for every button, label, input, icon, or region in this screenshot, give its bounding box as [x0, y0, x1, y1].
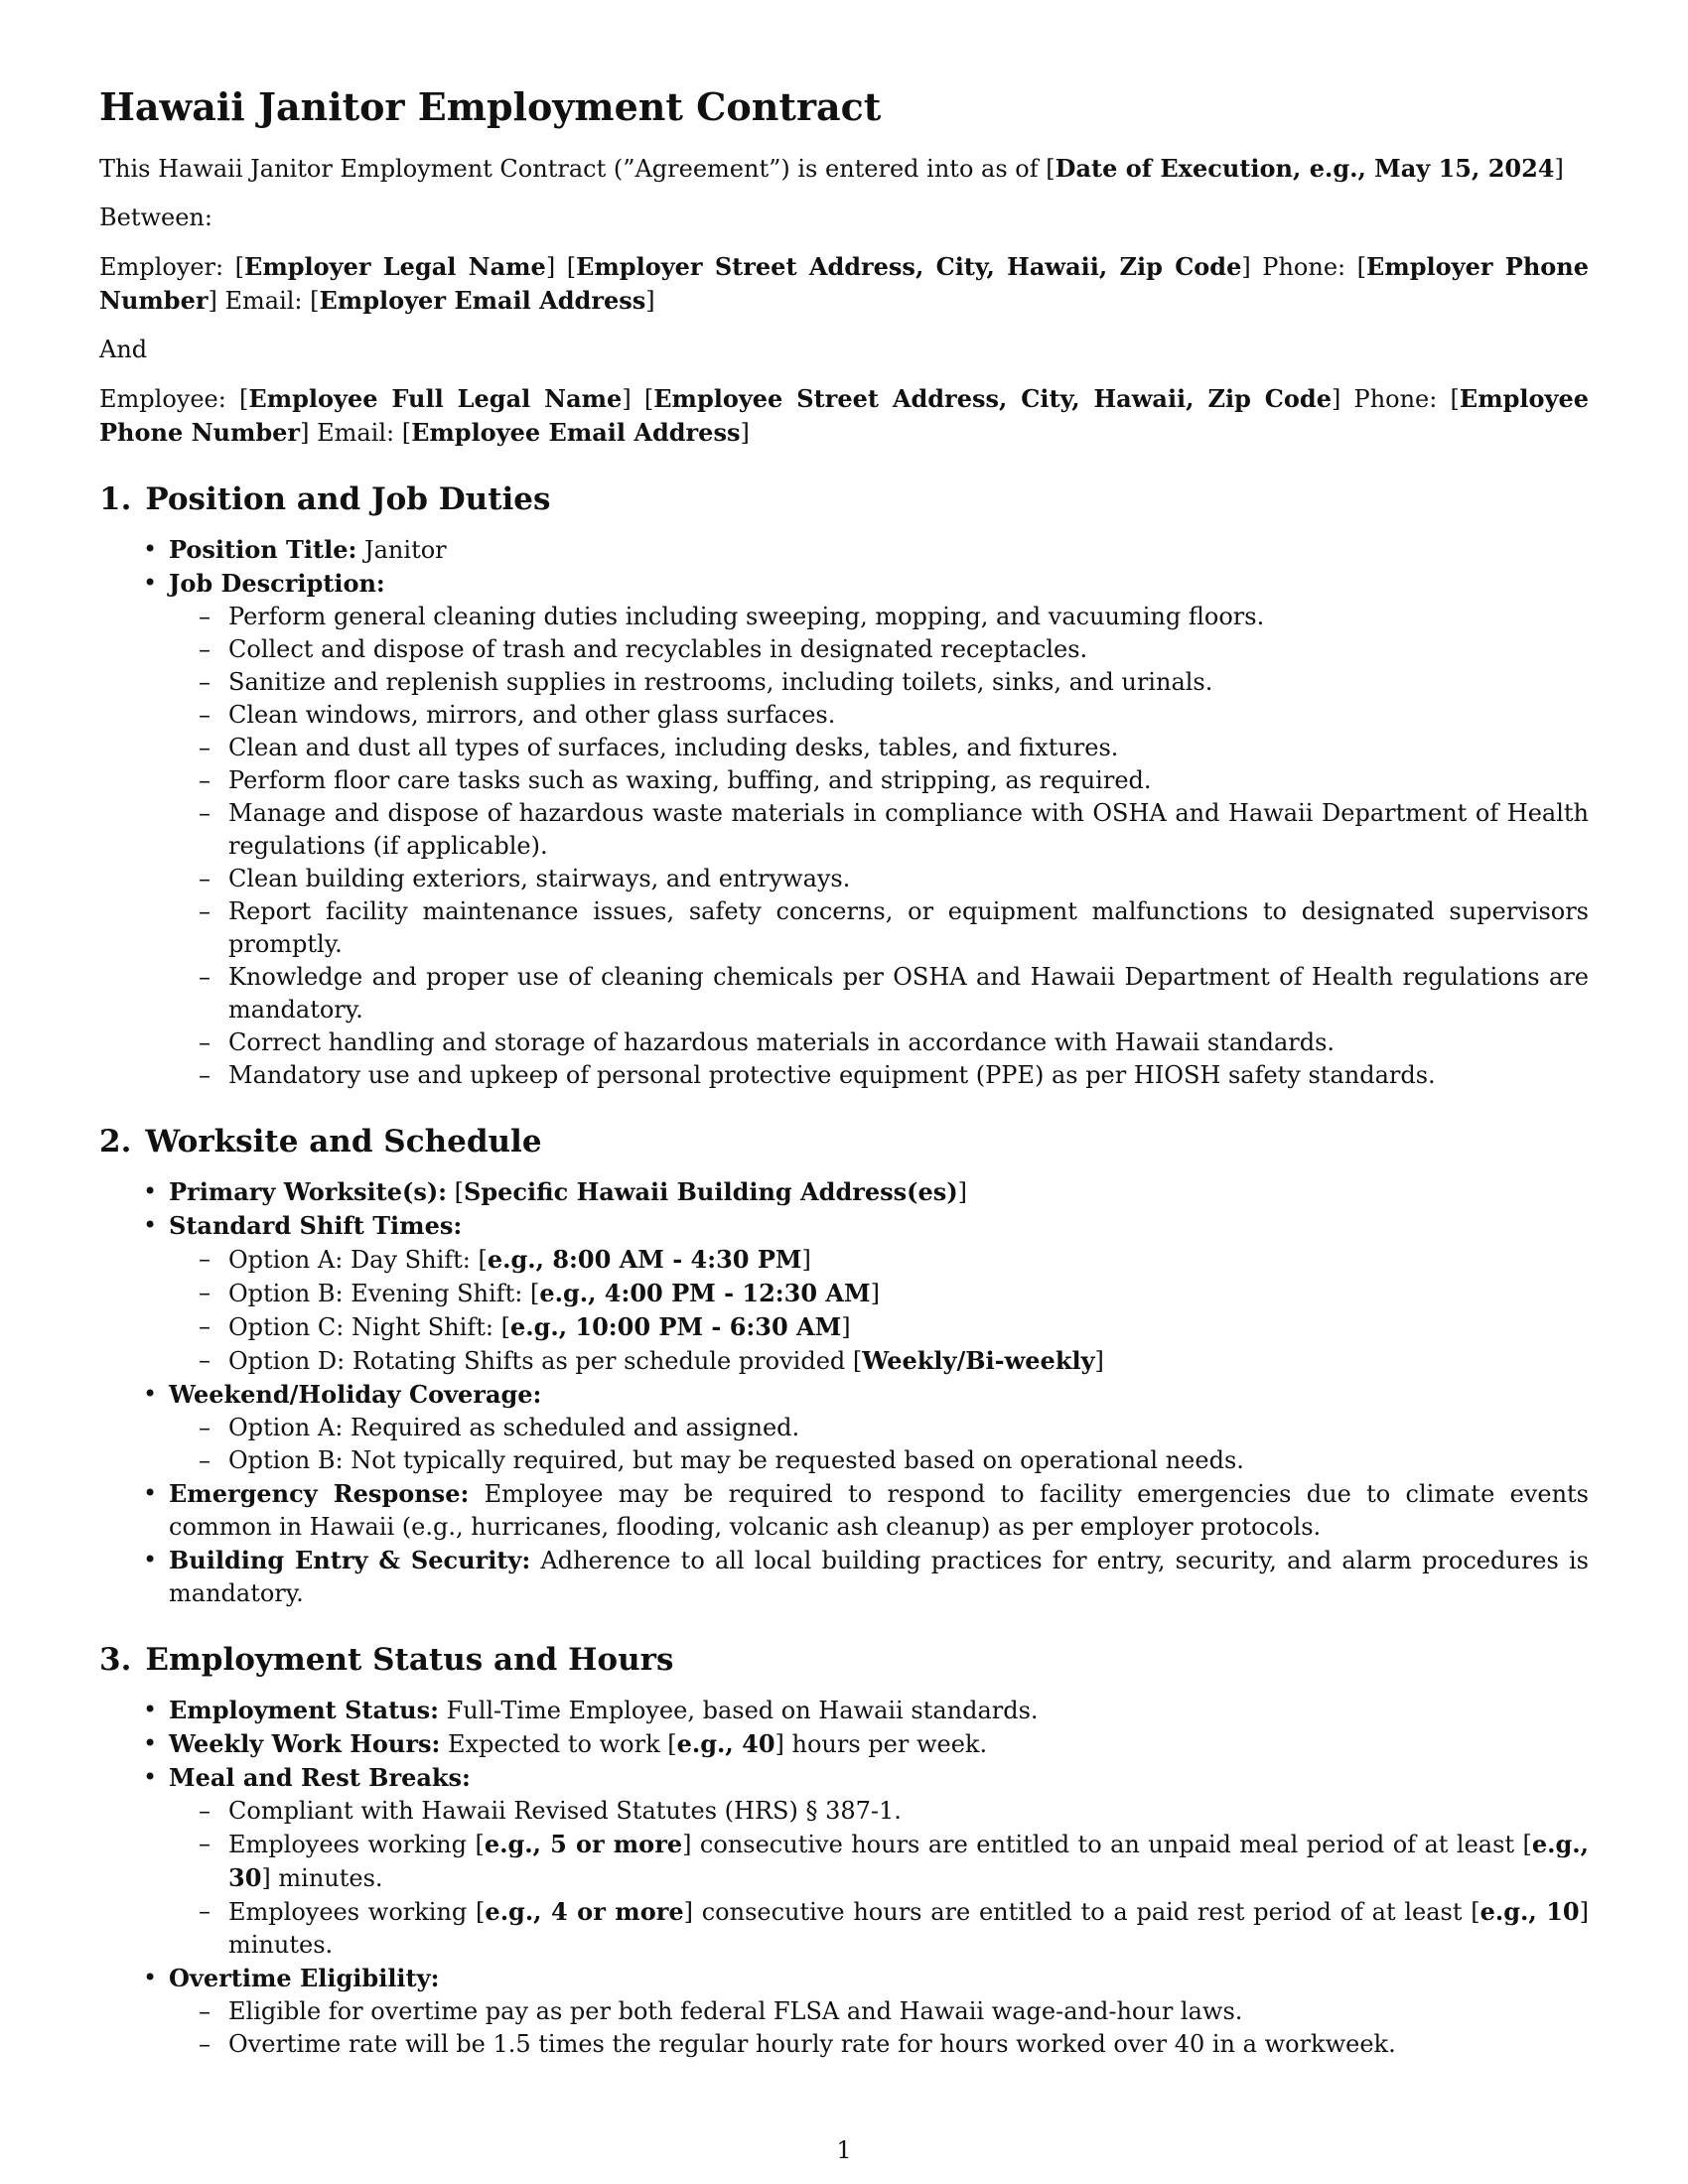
list-item: • Primary Worksite(s): [Specific Hawaii Building Address(es)] — [169, 1175, 1589, 1209]
page-number: 1 — [836, 2136, 852, 2164]
employee-block: Employee: [Employee Full Legal Name] [Employee Street Address, City, Hawaii, Zip Code] Phone: [Employee Phone Number] Email: [Employee Email Address] — [99, 384, 1589, 447]
section-2-list — [99, 1175, 1589, 1610]
list-item: • Meal and Rest Breaks: – Compliant with Hawaii Revised Statutes (HRS) § 387-1. – Employees working [e.g., 5 or more] consecutive hours are entitled to an unpaid meal period of at least [e.g., 30] minutes. – Employees working [e.g., 4 or more] consecutive hours are entitled to a paid rest period of at least [e.g., 10] minutes. — [169, 1761, 1589, 1962]
shifts-list — [169, 1243, 1589, 1378]
contract-page — [99, 84, 1589, 2061]
weekend-option: – Option A: Required as scheduled and assigned. — [228, 1412, 1589, 1444]
duties-list — [169, 601, 1589, 1092]
duty-item: – Perform general cleaning duties including sweeping, mopping, and vacuuming floors. — [228, 601, 1589, 633]
duty-item: – Correct handling and storage of hazardous materials in accordance with Hawaii standards. — [228, 1026, 1589, 1059]
duty-item: – Perform floor care tasks such as waxing, buffing, and stripping, as required. — [228, 764, 1589, 797]
section-1-list — [99, 533, 1589, 1092]
overtime-item: – Overtime rate will be 1.5 times the regular hourly rate for hours worked over 40 in a workweek. — [228, 2028, 1589, 2061]
overtime-item: – Eligible for overtime pay as per both federal FLSA and Hawaii wage-and-hour laws. — [228, 1995, 1589, 2028]
list-item: • Weekend/Holiday Coverage: – Option A: Required as scheduled and assigned. – Option B: Not typically required, but may be requested based on operational needs. — [169, 1378, 1589, 1477]
list-item: • Emergency Response: Employee may be required to respond to facility emergencies due to climate events common in Hawaii (e.g., hurricanes, flooding, volcanic ash cleanup) as per employer protocols. — [169, 1477, 1589, 1544]
duty-item: – Clean windows, mirrors, and other glass surfaces. — [228, 699, 1589, 732]
list-item: • Building Entry & Security: Adherence to all local building practices for entry, security, and alarm procedures is mandatory. — [169, 1544, 1589, 1610]
break-item: – Employees working [e.g., 4 or more] consecutive hours are entitled to a paid rest period of at least [e.g., 10] minutes. — [228, 1895, 1589, 1962]
duty-item: – Mandatory use and upkeep of personal protective equipment (PPE) as per HIOSH safety standards. — [228, 1059, 1589, 1092]
duty-item: – Collect and dispose of trash and recyclables in designated receptacles. — [228, 633, 1589, 666]
list-item: • Overtime Eligibility: – Eligible for overtime pay as per both federal FLSA and Hawaii wage-and-hour laws. – Overtime rate will be 1.5 times the regular hourly rate for hours worked over 40 in a workweek. — [169, 1962, 1589, 2061]
duty-item: – Clean and dust all types of surfaces, including desks, tables, and fixtures. — [228, 732, 1589, 764]
section-2-heading: 2. Worksite and Schedule — [99, 1124, 542, 1160]
execution-date-placeholder: Date of Execution, e.g., May 15, 2024 — [1055, 154, 1555, 183]
employer-name-placeholder: Employer Legal Name — [244, 252, 546, 281]
overtime-list — [169, 1995, 1589, 2061]
section-3-list — [99, 1694, 1589, 2061]
employee-phone-placeholder: Employee Phone Number — [99, 384, 1589, 447]
shift-item: – Option A: Day Shift: [e.g., 8:00 AM - 4:30 PM] — [228, 1243, 1589, 1277]
employer-block: Employer: [Employer Legal Name] [Employer Street Address, City, Hawaii, Zip Code] Phone: [Employer Phone Number] Email: [Employer Email Address] — [99, 252, 1590, 315]
duty-item: – Clean building exteriors, stairways, and entryways. — [228, 863, 1589, 895]
breaks-list — [169, 1795, 1589, 1962]
duty-item: – Report facility maintenance issues, safety concerns, or equipment malfunctions to designated supervisors promptly. — [228, 895, 1589, 961]
break-item: – Compliant with Hawaii Revised Statutes (HRS) § 387-1. — [228, 1795, 1589, 1828]
break-item: – Employees working [e.g., 5 or more] consecutive hours are entitled to an unpaid meal period of at least [e.g., 30] minutes. — [228, 1828, 1589, 1895]
duty-item: – Knowledge and proper use of cleaning chemicals per OSHA and Hawaii Department of Health regulations are mandatory. — [228, 961, 1589, 1026]
list-item: • Job Description: – Perform general cleaning duties including sweeping, mopping, and vacuuming floors. – Collect and dispose of trash and recyclables in designated receptacles. – Sanitize and replenish supplies in restrooms, including toilets, sinks, and urinals. – Clean windows, mirrors, and other glass surfaces. – Clean and dust all types of surfaces, including desks, tables, and fixtures. – Perform floor care tasks such as waxing, buffing, and stripping, as required. – Manage and dispose of hazardous waste materials in compliance with OSHA and Hawaii Department of Health regulations (if applicable). – Clean building exteriors, stairways, and entryways. – Report facility maintenance issues, safety concerns, or equipment malfunctions to designated supervisors promptly. – Knowledge and proper use of cleaning chemicals per OSHA and Hawaii Department of Health regulations are mandatory. – Correct handling and storage of hazardous materials in accordance with Hawaii standards. – Mandatory use and upkeep of personal protective equipment (PPE) as per HIOSH safety standards. — [169, 567, 1589, 1092]
section-3-heading: 3. Employment Status and Hours — [99, 1642, 674, 1678]
shift-item: – Option C: Night Shift: [e.g., 10:00 PM - 6:30 AM] — [228, 1310, 1589, 1344]
weekend-option: – Option B: Not typically required, but may be requested based on operational needs. — [228, 1444, 1589, 1477]
shift-item: – Option D: Rotating Shifts as per schedule provided [Weekly/Bi-weekly] — [228, 1344, 1589, 1378]
list-item: • Employment Status: Full-Time Employee, based on Hawaii standards. — [169, 1694, 1589, 1727]
list-item: • Weekly Work Hours: Expected to work [e.g., 40] hours per week. — [169, 1727, 1589, 1761]
employee-address-placeholder: Employee Street Address, City, Hawaii, Zip Code — [653, 384, 1332, 413]
list-item: • Position Title: Janitor — [169, 533, 1589, 567]
shift-item: – Option B: Evening Shift: [e.g., 4:00 PM - 12:30 AM] — [228, 1277, 1589, 1310]
list-item: • Standard Shift Times: – Option A: Day Shift: [e.g., 8:00 AM - 4:30 PM] – Option B: Evening Shift: [e.g., 4:00 PM - 12:30 AM] – Option C: Night Shift: [e.g., 10:00 PM - 6:30 AM] – Option D: Rotating Shifts as per schedule provided [Weekly/Bi-weekly] — [169, 1209, 1589, 1378]
employer-address-placeholder: Employer Street Address, City, Hawaii, Zip Code — [576, 252, 1242, 281]
employer-email-placeholder: Employer Email Address — [319, 286, 646, 315]
employer-phone-placeholder: Employer Phone Number — [99, 252, 1590, 315]
section-1-heading: 1. Position and Job Duties — [99, 481, 551, 517]
employee-email-placeholder: Employee Email Address — [411, 418, 741, 447]
weekend-options-list — [169, 1412, 1589, 1477]
employee-name-placeholder: Employee Full Legal Name — [248, 384, 623, 413]
page-title: Hawaii Janitor Employment Contract — [99, 84, 882, 129]
duty-item: – Sanitize and replenish supplies in restrooms, including toilets, sinks, and urinals. — [228, 666, 1589, 699]
intro-paragraph: This Hawaii Janitor Employment Contract (”Agreement”) is entered into as of [Date of Execution, e.g., May 15, 2024] — [99, 154, 1564, 183]
duty-item: – Manage and dispose of hazardous waste materials in compliance with OSHA and Hawaii Department of Health regulations (if applicable). — [228, 797, 1589, 863]
between-label: Between: — [99, 204, 212, 231]
and-label: And — [99, 336, 148, 363]
worksite-placeholder: Specific Hawaii Building Address(es) — [464, 1177, 958, 1206]
